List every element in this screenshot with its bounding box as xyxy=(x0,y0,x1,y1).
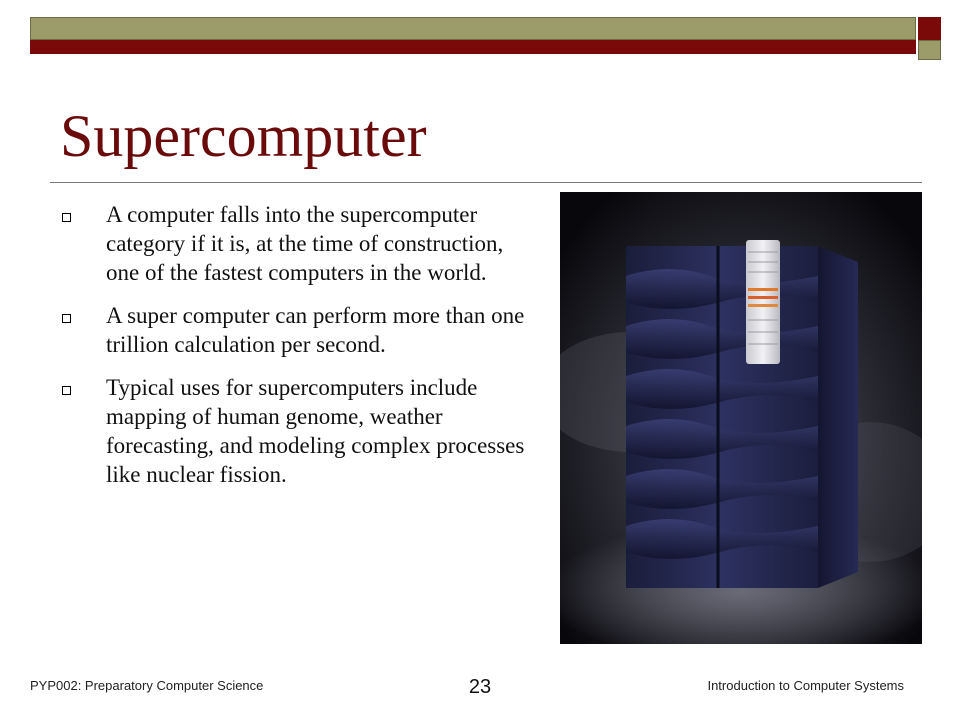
footer-course: PYP002: Preparatory Computer Science xyxy=(30,678,264,693)
bullet-text: A super computer can perform more than one trillion calculation per second. xyxy=(106,303,525,357)
corner-square-maroon xyxy=(918,17,941,40)
bullet-item xyxy=(62,373,532,489)
corner-square-olive xyxy=(918,40,941,60)
header-bar-maroon xyxy=(30,40,916,54)
bullet-item xyxy=(62,301,532,359)
header-bar-olive xyxy=(30,17,916,40)
square-bullet-icon xyxy=(62,386,71,395)
square-bullet-icon xyxy=(62,314,71,323)
bullet-text: A computer falls into the supercomputer category if it is, at the time of construction, one of the fastest computers in the world. xyxy=(106,202,504,285)
bullet-item xyxy=(62,200,532,287)
title-divider xyxy=(50,182,922,183)
footer-topic: Introduction to Computer Systems xyxy=(707,678,904,693)
slide-title: Supercomputer xyxy=(60,103,427,169)
bullet-text: Typical uses for supercomputers include mapping of human genome, weather forecasting, and modeling complex processes like nuclear fission. xyxy=(106,375,525,487)
supercomputer-photo xyxy=(560,192,922,644)
page-number: 23 xyxy=(468,676,492,698)
square-bullet-icon xyxy=(62,213,71,222)
bullet-list xyxy=(62,200,532,503)
